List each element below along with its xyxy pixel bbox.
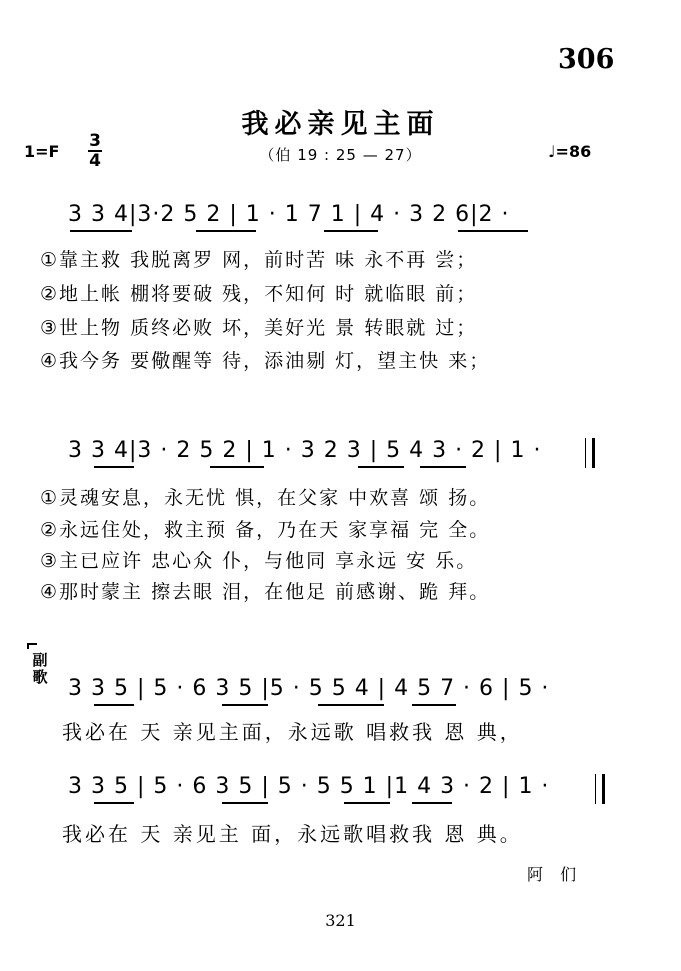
page-number: 321 [325, 911, 356, 930]
beam-underline [420, 466, 466, 468]
beam-underline [318, 704, 384, 706]
beam-underline [196, 230, 256, 232]
beam-underline [358, 466, 404, 468]
verse-line1-lyric-3: ③世上物 质终必败 坏，美好光 景 转眼就 过； [40, 317, 478, 339]
amen-text: 阿 们 [527, 865, 583, 884]
key-signature: 1=F [24, 142, 60, 161]
beam-underline [94, 704, 134, 706]
final-barline-thin [595, 774, 596, 804]
verse-line2-lyric-1: ①灵魂安息，永无忧 惧，在父家 中欢喜 颂 扬。 [40, 487, 491, 509]
beam-underline [222, 704, 268, 706]
refrain-line2-lyric: 我必在 天 亲见主 面，永远歌唱救我 恩 典。 [62, 822, 523, 846]
time-signature-top: 3 [89, 131, 101, 151]
tempo-marking: ♩=86 [548, 142, 592, 161]
refrain-label: 副歌 [32, 651, 48, 686]
verse-line1-notation: 3 3 4|3·2 5 2 | 1 · 1 7 1 | 4 · 3 2 6|2 · [68, 202, 510, 227]
scripture-reference: （伯 19 : 25 — 27） [259, 146, 422, 164]
verse-line2-notation: 3 3 4|3 · 2 5 2 | 1 · 3 2 3 | 5 4 3 · 2 | 1 · [68, 438, 542, 463]
time-signature [88, 133, 102, 169]
beam-underline [412, 802, 452, 804]
verse-line1-lyric-1: ①靠主救 我脱离罗 网，前时苦 味 永不再 尝； [40, 249, 478, 271]
beam-underline [324, 230, 378, 232]
beam-underline [94, 802, 134, 804]
beam-underline [412, 704, 456, 706]
beam-underline [222, 802, 268, 804]
verse-line2-lyric-3: ③主已应许 忠心众 仆，与他同 享永远 安 乐。 [40, 550, 478, 572]
final-barline-thin [585, 438, 586, 468]
hymn-title: 我必亲见主面 [241, 109, 440, 140]
refrain-bracket [27, 643, 37, 649]
final-barline-thick [602, 774, 605, 804]
beam-underline [70, 230, 132, 232]
verse-line1-lyric-4: ④我今务 要儆醒等 待，添油剔 灯，望主快 来； [40, 350, 491, 372]
beam-underline [210, 466, 264, 468]
verse-line2-lyric-4: ④那时蒙主 擦去眼 泪，在他足 前感谢、跪 拜。 [40, 581, 491, 603]
beam-underline [94, 466, 134, 468]
refrain-line1-notation: 3 3 5 | 5 · 6 3 5 |5 · 5 5 4 | 4 5 7 · 6 | 5 · [68, 676, 550, 701]
verse-line1-lyric-2: ②地上帐 棚将要破 残，不知何 时 就临眼 前； [40, 283, 478, 305]
beam-underline [458, 230, 528, 232]
verse-line2-lyric-2: ②永远住处，救主预 备，乃在天 家享福 完 全。 [40, 519, 491, 541]
time-signature-bottom: 4 [89, 151, 101, 171]
refrain-line2-notation: 3 3 5 | 5 · 6 3 5 | 5 · 5 5 1 |1 4 3 · 2 | 1 · [68, 774, 550, 799]
refrain-line1-lyric: 我必在 天 亲见主面，永远歌 唱救我 恩 典， [62, 720, 523, 744]
final-barline-thick [592, 438, 595, 468]
hymn-number: 306 [558, 44, 615, 75]
beam-underline [344, 802, 390, 804]
